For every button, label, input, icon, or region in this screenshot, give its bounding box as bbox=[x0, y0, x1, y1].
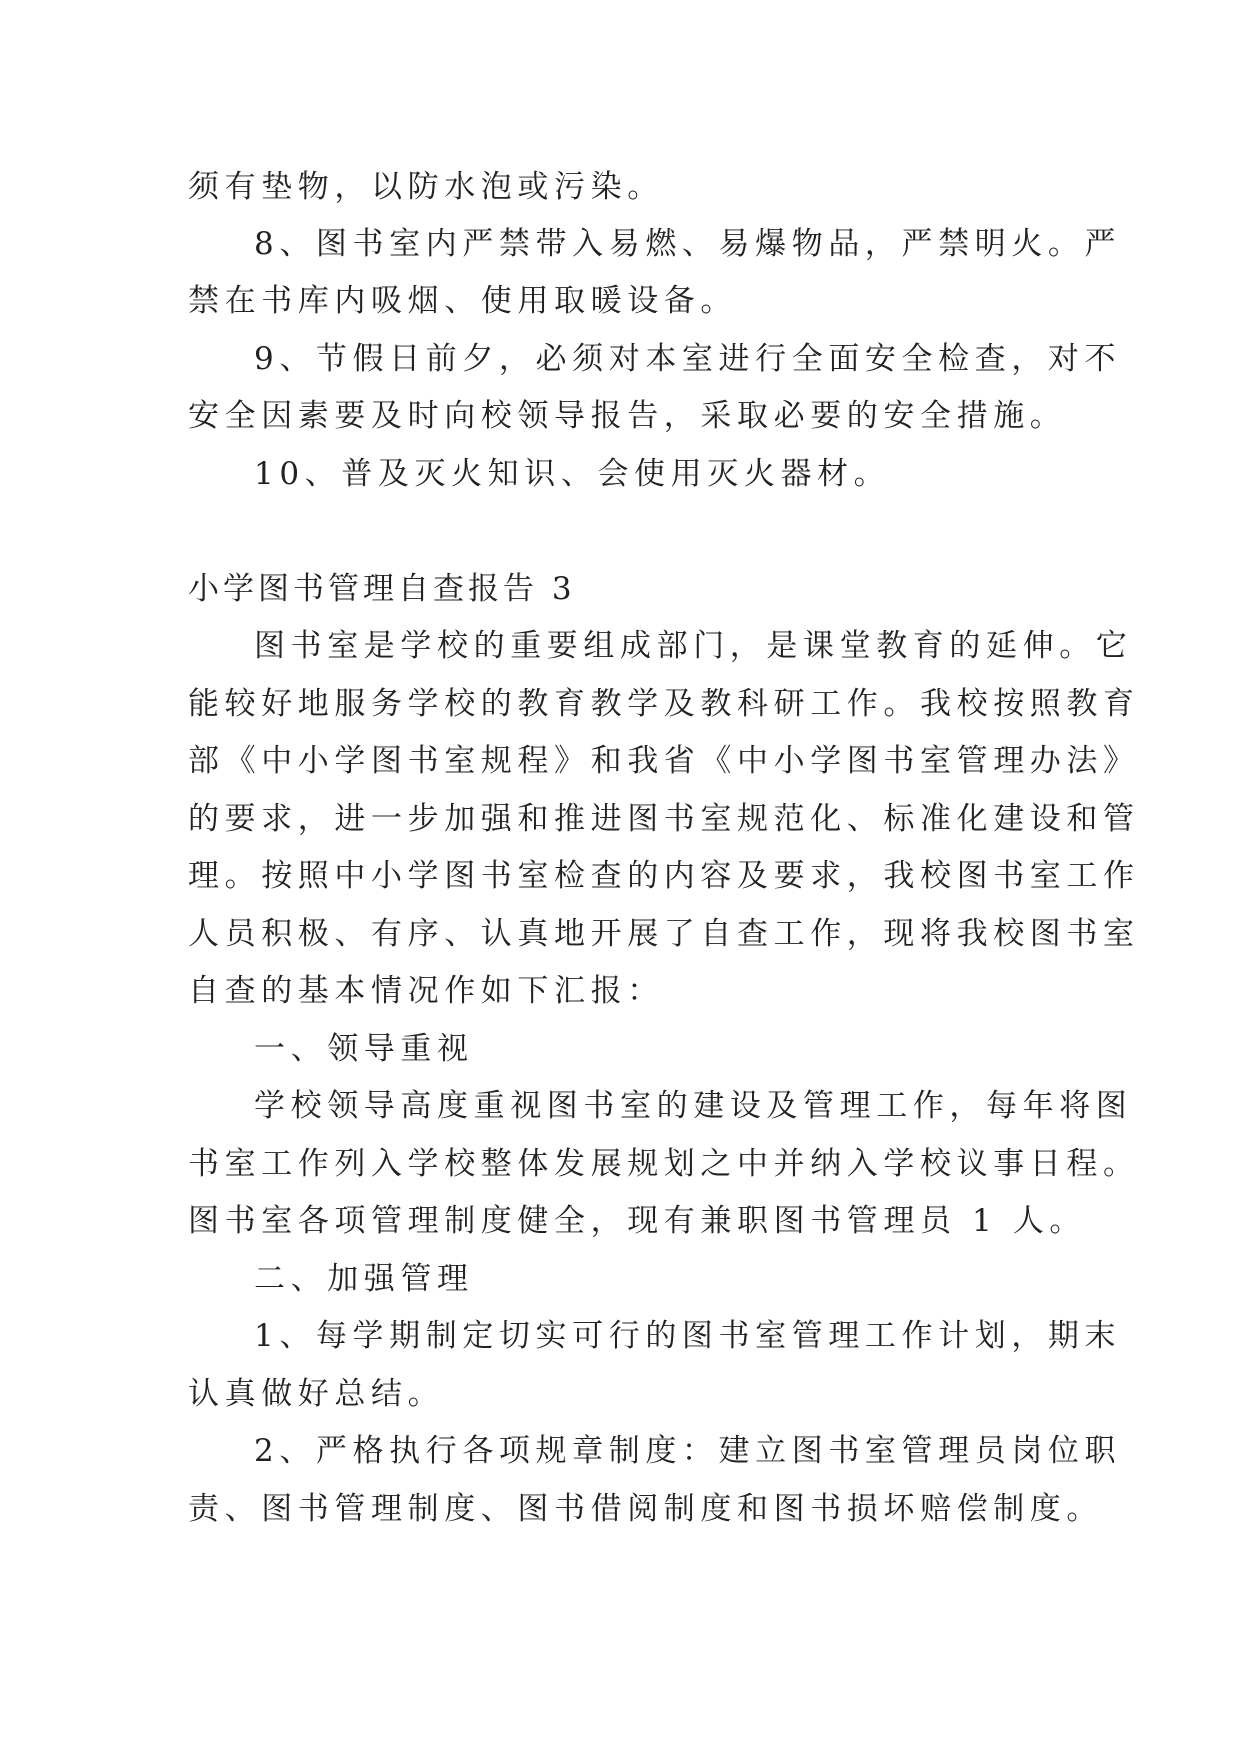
text-line: 须有垫物，以防水泡或污染。 bbox=[188, 169, 664, 205]
section-heading: 一、领导重视 bbox=[254, 1031, 474, 1067]
text-line: 图书室是学校的重要组成部门，是课堂教育的延伸。它 bbox=[254, 628, 1133, 664]
section-heading: 二、加强管理 bbox=[254, 1261, 474, 1297]
text-line: 学校领导高度重视图书室的建设及管理工作，每年将图 bbox=[254, 1088, 1133, 1124]
text-line: 9、节假日前夕，必须对本室进行全面安全检查，对不 bbox=[254, 341, 1122, 377]
section-title: 小学图书管理自查报告 3 bbox=[188, 571, 576, 607]
text-line: 责、图书管理制度、图书借阅制度和图书损坏赔偿制度。 bbox=[188, 1491, 1103, 1527]
text-line: 1、每学期制定切实可行的图书室管理工作计划，期末 bbox=[254, 1318, 1122, 1354]
text-line: 安全因素要及时向校领导报告，采取必要的安全措施。 bbox=[188, 398, 1067, 434]
text-line: 自查的基本情况作如下汇报： bbox=[188, 973, 664, 1009]
text-line: 部《中小学图书室规程》和我省《中小学图书室管理办法》 bbox=[188, 743, 1140, 779]
text-line: 认真做好总结。 bbox=[188, 1376, 445, 1412]
text-line: 理。按照中小学图书室检查的内容及要求，我校图书室工作 bbox=[188, 858, 1140, 894]
text-line: 能较好地服务学校的教育教学及教科研工作。我校按照教育 bbox=[188, 686, 1140, 722]
text-line: 8、图书室内严禁带入易燃、易爆物品，严禁明火。严 bbox=[254, 226, 1122, 262]
text-line: 的要求，进一步加强和推进图书室规范化、标准化建设和管 bbox=[188, 801, 1140, 837]
text-line: 图书室各项管理制度健全，现有兼职图书管理员 1 人。 bbox=[188, 1203, 1087, 1239]
text-line: 禁在书库内吸烟、使用取暖设备。 bbox=[188, 283, 737, 319]
text-line: 书室工作列入学校整体发展规划之中并纳入学校议事日程。 bbox=[188, 1146, 1140, 1182]
text-line: 10、普及灭火知识、会使用灭火器材。 bbox=[254, 456, 891, 492]
text-line: 人员积极、有序、认真地开展了自查工作，现将我校图书室 bbox=[188, 916, 1140, 952]
text-line: 2、严格执行各项规章制度：建立图书室管理员岗位职 bbox=[254, 1433, 1122, 1469]
